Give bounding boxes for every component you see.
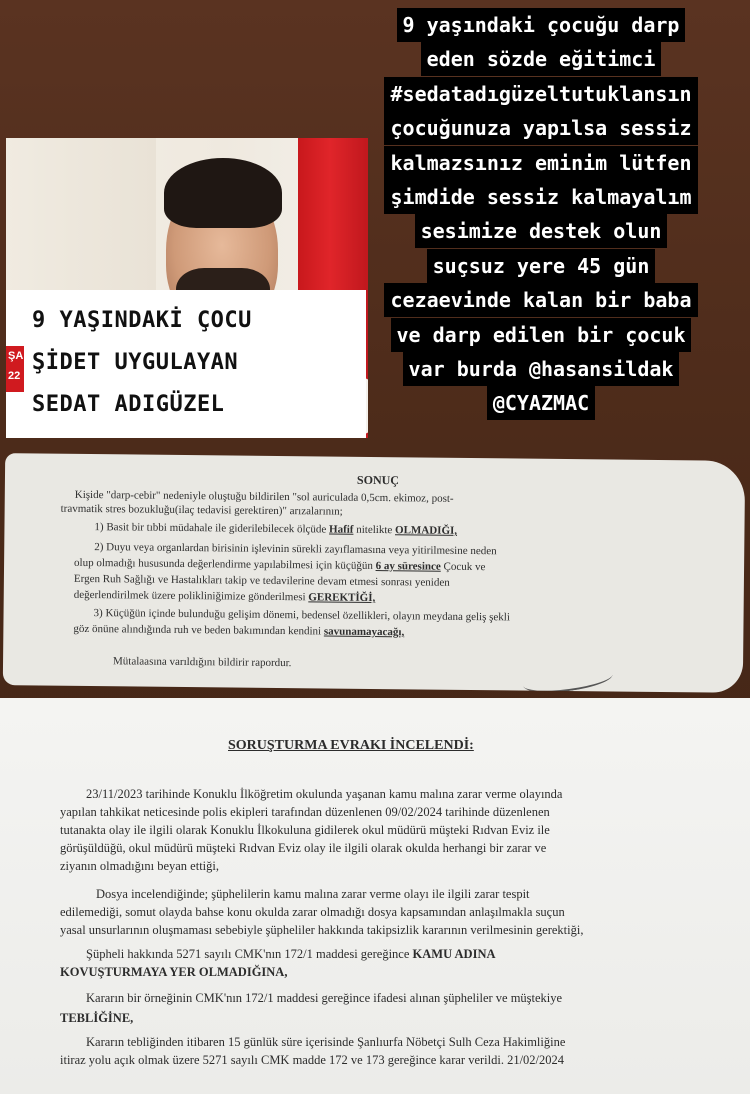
investigation-line: edilemediği, somut olayda bahse konu okulda zarar olmadığı dosya kapsamından anlaşılmakla suçun <box>60 905 565 919</box>
investigation-line: ziyanın olmadığını beyan ettiği, <box>60 859 219 873</box>
report-line: 1) Basit bir tıbbi müdahale ile giderilebilecek ölçüde Hafif nitelikte OLMADIĞI, <box>94 521 458 537</box>
investigation-document <box>0 698 750 1094</box>
report-line: değerlendirilmek üzere polikliniğimize gönderilmesi GEREKTİĞİ, <box>73 588 376 605</box>
hashtag-link[interactable]: #sedatadıgüzeltutuklansın <box>384 77 697 111</box>
investigation-line: Kararın tebliğinden itibaren 15 günlük süre içerisinde Şanlıurfa Nöbetçi Sulh Ceza Hakimliğine <box>86 1035 566 1049</box>
story-text-line: çocuğunuza yapılsa sessiz <box>384 111 697 145</box>
report-title: SONUÇ <box>356 472 400 488</box>
caption-line: SEDAT ADIGÜZEL <box>32 392 225 417</box>
caption-line: ŞİDET UYGULAYAN <box>32 350 239 375</box>
investigation-line: yapılan tahkikat neticesinde polis ekipleri tarafından düzenlenen 09/02/2024 tarihinde düzenlenen <box>60 805 550 819</box>
story-text-line: sesimize destek olun <box>415 214 668 248</box>
mention-link[interactable]: @CYAZMAC <box>487 386 595 420</box>
video-caption-box <box>6 290 366 438</box>
story-text-overlay <box>335 8 747 421</box>
investigation-title: SORUŞTURMA EVRAKI İNCELENDİ: <box>228 738 474 753</box>
investigation-line: itiraz yolu açık olmak üzere 5271 sayılı CMK madde 172 ve 173 gereğince karar verildi. 21/02/2024 <box>60 1053 565 1067</box>
story-text-line: 9 yaşındaki çocuğu darp <box>397 8 686 42</box>
story-text-line: cezaevinde kalan bir baba <box>384 283 697 317</box>
story-text-line: ve darp edilen bir çocuk <box>391 318 692 352</box>
story-text-line: eden sözde eğitimci <box>421 42 662 76</box>
report-closing: Mütalaasına varıldığını bildirir rapordur. <box>112 655 292 670</box>
investigation-line: Kararın bir örneğinin CMK'nın 172/1 maddesi gereğince ifadesi alınan şüpheliler ve müştekiye <box>86 991 563 1005</box>
investigation-line: Şüpheli hakkında 5271 sayılı CMK'nın 172/1 maddesi gereğince KAMU ADINA <box>86 947 496 961</box>
mention-link[interactable]: var burda @hasansildak <box>403 352 680 386</box>
caption-line: 9 YAŞINDAKİ ÇOCU <box>32 308 252 333</box>
story-text-line: kalmazsınız eminim lütfen <box>384 146 697 180</box>
investigation-line: 23/11/2023 tarihinde Konuklu İlköğretim okulunda yaşanan kamu malına zarar verme olayında <box>86 787 563 801</box>
investigation-decision: KOVUŞTURMAYA YER OLMADIĞINA, <box>60 965 288 979</box>
report-line: Kişide "darp-cebir" nedeniyle oluştuğu bildirilen "sol auriculada 0,5cm. ekimoz, post- <box>74 488 454 505</box>
investigation-line: Dosya incelendiğinde; şüphelilerin kamu malına zarar verme olayı ile ilgili zarar tespit <box>96 887 530 901</box>
story-text-line: şimdide sessiz kalmayalım <box>384 180 697 214</box>
report-line: travmatik stres bozukluğu(ilaç tedavisi gerektiren)" arızalarının; <box>60 502 343 518</box>
investigation-line: yasal unsurlarının oluşmaması sebebiyle şüpheliler hakkında takipsizlik kararının verilmesinin gerektiği, <box>60 923 584 937</box>
news-channel-badge <box>6 346 24 392</box>
badge-text: ŞA <box>8 350 24 362</box>
report-line: Ergen Ruh Sağlığı ve Hastalıkları takip ve tedavilerine devam etmesi sonrası yeniden <box>73 572 450 589</box>
badge-text: 22 <box>8 370 21 382</box>
person-hair <box>164 158 282 228</box>
investigation-decision: TEBLİĞİNE, <box>60 1011 134 1025</box>
investigation-line: tutanakta olay ile ilgili olarak Konuklu İlkokuluna gidilerek okul müdürü müşteki Rıdvan Eviz ile <box>60 823 550 837</box>
investigation-line: görüşüldüğü, okul müdürü müşteki Rıdvan Eviz olay ile ilgili olarak okulda herhangi bir zarar ve <box>60 841 547 855</box>
story-text-line: suçsuz yere 45 gün <box>427 249 656 283</box>
medical-report-document <box>3 453 745 693</box>
report-line: olup olmadığı hususunda değerlendirme yapılabilmesi için küçüğün 6 ay süresince Çocuk ve <box>74 556 486 574</box>
report-line: 2) Duyu veya organlardan birisinin işlevinin sürekli zayıflamasına veya yitirilmesine neden <box>94 541 497 558</box>
report-line: 3) Küçüğün içinde bulunduğu gelişim dönemi, bedensel özellikleri, olayın meydana geliş şekli <box>93 607 510 624</box>
report-line: göz önüne alındığında ruh ve beden bakımından kendini savunamayacağı, <box>73 622 405 639</box>
